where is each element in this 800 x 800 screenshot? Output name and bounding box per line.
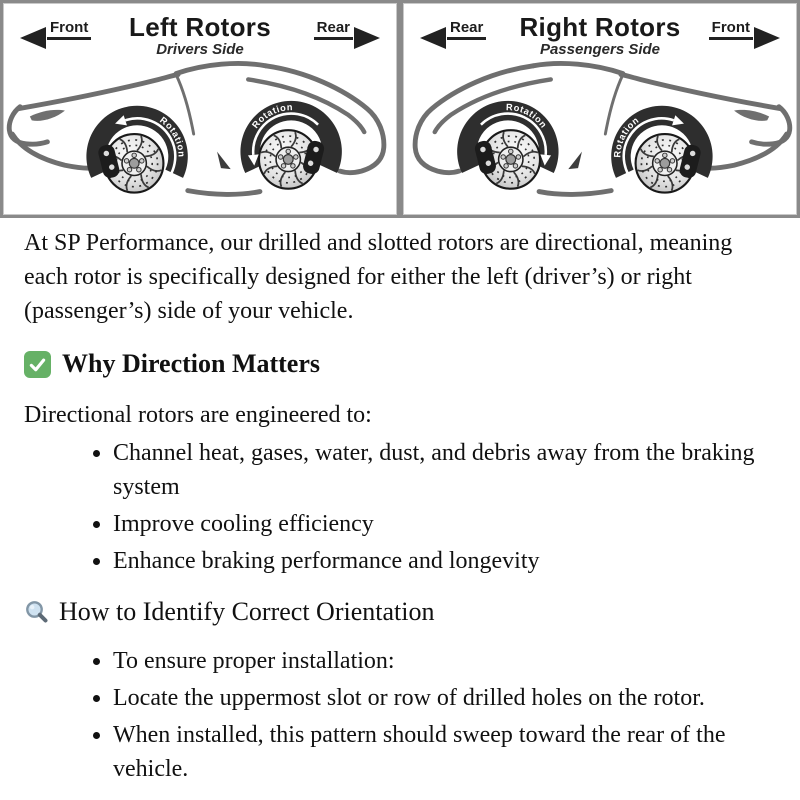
- left-rotors-panel: [0, 0, 400, 218]
- rotation-label: Rotation: [158, 114, 187, 158]
- intro-paragraph: At SP Performance, our drilled and slotted rotors are directional, meaning each rotor is specifically designed for either the left (driver’s) or right (passenger’s) side of your vehicle.: [24, 230, 733, 324]
- rotation-label: Rotation: [505, 102, 549, 131]
- list-item: • To ensure proper installation:: [113, 644, 776, 678]
- list-item: • Locate the uppermost slot or row of drilled holes on the rotor.: [113, 681, 776, 715]
- section-heading-identify-orientation: [24, 594, 776, 630]
- front-direction-label: [47, 19, 91, 40]
- direction-text: Front: [50, 19, 89, 36]
- section1-lead: Directional rotors are engineered to:: [24, 402, 372, 428]
- arrow-right-icon: [754, 27, 780, 49]
- rotor-direction-diagram: [0, 0, 800, 218]
- arrow-right-icon: [354, 27, 380, 49]
- left-panel-header: [3, 11, 397, 63]
- panel-subtitle: Passengers Side: [539, 41, 661, 59]
- panel-subtitle: Drivers Side: [156, 41, 244, 59]
- arrow-left-icon: [20, 27, 46, 49]
- heading-text: Why Direction Matters: [62, 349, 321, 378]
- right-panel-header: [403, 11, 797, 63]
- panel-title: Right Rotors: [519, 12, 681, 42]
- rotation-label: Rotation: [250, 102, 294, 131]
- magnifier-icon: [24, 599, 50, 625]
- benefits-list: [24, 436, 776, 578]
- installation-list: [24, 644, 776, 786]
- section-heading-why-direction-matters: [24, 346, 776, 382]
- list-item: • Enhance braking performance and longevity: [113, 544, 776, 578]
- list-item: • When installed, this pattern should sweep toward the rear of the vehicle.: [113, 718, 776, 786]
- list-item: • Channel heat, gases, water, dust, and debris away from the braking system: [113, 436, 776, 504]
- list-item: • Improve cooling efficiency: [113, 507, 776, 541]
- right-rotors-panel: [400, 0, 800, 218]
- rotation-label: Rotation: [612, 114, 641, 158]
- rear-direction-label: [314, 19, 353, 40]
- car-illustration-left: [3, 58, 396, 214]
- rear-direction-label: [447, 19, 486, 40]
- panel-title: Left Rotors: [129, 12, 271, 42]
- article-body: [0, 218, 800, 786]
- check-icon: [24, 351, 51, 378]
- front-direction-label: [709, 19, 753, 40]
- direction-text: Rear: [450, 19, 484, 36]
- direction-text: Front: [711, 19, 750, 36]
- arrow-left-icon: [420, 27, 446, 49]
- direction-text: Rear: [316, 19, 350, 36]
- car-illustration-right: [403, 58, 796, 214]
- heading-text: How to Identify Correct Orientation: [59, 597, 435, 626]
